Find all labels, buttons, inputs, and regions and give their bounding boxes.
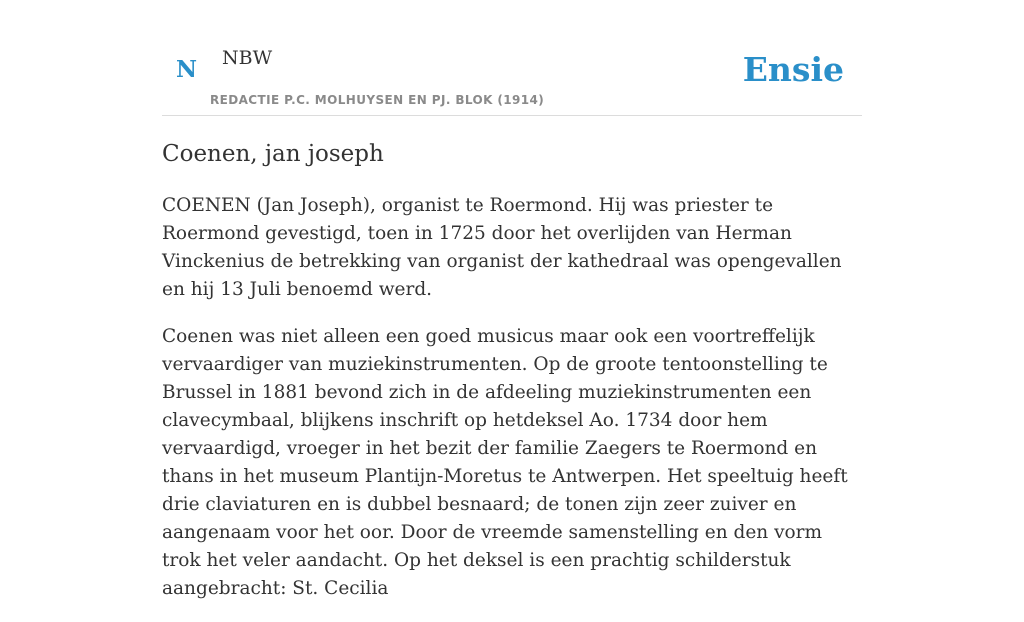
source-name[interactable]: NBW	[222, 47, 273, 69]
source-credit: REDACTIE P.C. MOLHUYSEN EN PJ. BLOK (1914)	[210, 93, 545, 107]
page-header	[162, 0, 862, 116]
article-paragraph: Coenen was niet alleen een goed musicus maar ook een voortreffelijk vervaardiger van muziekinstrumenten. Op de groote tentoonstelling te Brussel in 1881 bevond zich in de afdeeling muziekinstrumenten een clavecymbaal, blijkens inschrift op hetdeksel Ao. 1734 door hem vervaardigd, vroeger in het bezit der familie Zaegers te Roermond en thans in het museum Plantijn-Moretus te Antwerpen. Het speeltuig heeft drie claviaturen en is dubbel besnaard; de tonen zijn zeer zuiver en aangenaam voor het oor. Door de vreemde samenstelling en den vorm trok het veler aandacht. Op het deksel is een prachtig schilderstuk aangebracht: St. Cecilia	[162, 326, 848, 599]
page-title: Coenen, jan joseph	[162, 141, 384, 167]
article-paragraph: COENEN (Jan Joseph), organist te Roermond. Hij was priester te Roermond gevestigd, toen in 1725 door het overlijden van Herman Vinckenius de betrekking van organist der kathedraal was opengevallen en hij 13 Juli benoemd werd.	[162, 195, 842, 300]
brand-logo[interactable]: Ensie	[742, 50, 844, 89]
source-logo[interactable]: N	[176, 56, 198, 83]
article-body	[162, 192, 862, 622]
